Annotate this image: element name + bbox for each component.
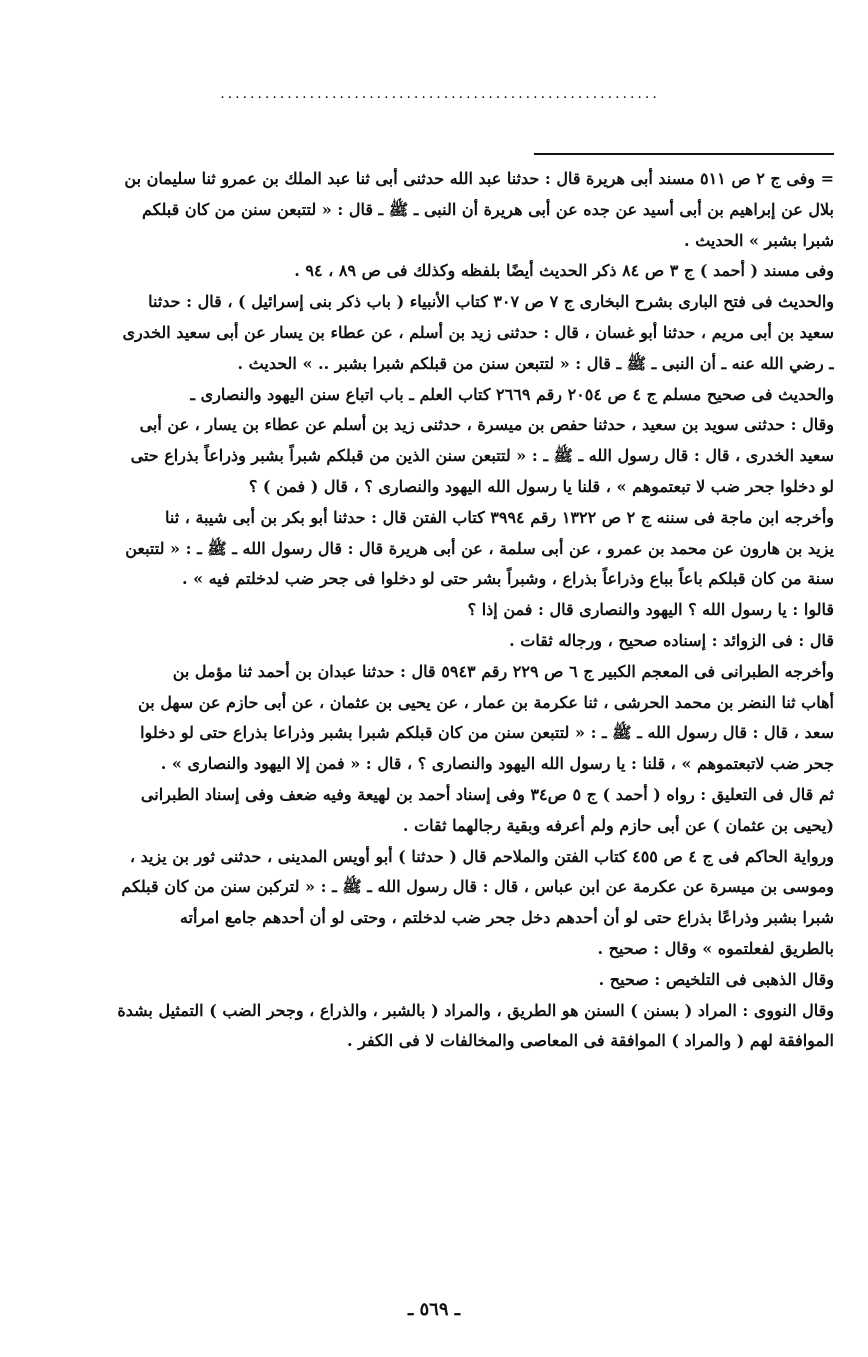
text-line: وأخرجه الطبرانى فى المعجم الكبير ج ٦ ص ٢٢٩ رقم ٥٩٤٣ قال : حدثنا عبدان بن أحمد ثنا مؤمل بن xyxy=(172,661,834,681)
text-line: بالطريق لفعلتموه » وقال : صحيح . xyxy=(597,938,834,958)
text-line: ورواية الحاكم فى ج ٤ ص ٤٥٥ كتاب الفتن والملاحم قال ( حدثنا ) أبو أويس المدينى ، حدثنى ثور بن يزيد ، xyxy=(129,846,834,866)
page-number: ـ ٥٦٩ ـ xyxy=(407,1299,461,1320)
text-line: ثم قال فى التعليق : رواه ( أحمد ) ج ٥ ص٣٤ وفى إسناد أحمد بن لهيعة وفيه ضعف وفى إسناد الطبرانى xyxy=(140,784,834,804)
text-line: وقال الذهبى فى التلخيص : صحيح . xyxy=(598,969,834,989)
text-line: أهاب ثنا النضر بن محمد الحرشى ، ثنا عكرمة بن عمار ، عن يحيى بن عثمان ، عن أبى حازم عن سهل بن xyxy=(138,692,834,712)
text-line: وموسى بن ميسرة عن عكرمة عن ابن عباس ، قال : قال رسول الله ـ ﷺ ـ : « لتركبن سنن من كان قبلكم xyxy=(121,877,834,897)
text-line: والحديث فى صحيح مسلم ج ٤ ص ٢٠٥٤ رقم ٢٦٦٩ كتاب العلم ـ باب اتباع سنن اليهود والنصارى ـ xyxy=(190,384,834,404)
text-line: والحديث فى فتح البارى بشرح البخارى ج ٧ ص ٣٠٧ كتاب الأنبياء ( باب ذكر بنى إسرائيل ) ، قال : حدثنا xyxy=(148,292,834,312)
text-line: سنة من كان قبلكم باعاً بباع وذراعاً بذراع ، وشبراً بشر حتى لو دخلوا فى جحر ضب لدخلتم فيه » . xyxy=(182,569,834,589)
text-line: ـ رضي الله عنه ـ أن النبى ـ ﷺ ـ قال : « لتتبعن سنن من قبلكم شبرا بشبر .. » الحديث . xyxy=(237,353,834,373)
text-line: شبرا بشبر وذراعًا بذراع حتى لو أن أحدهم دخل جحر ضب لدخلتم ، وحتى لو أن أحدهم جامع امرأته xyxy=(179,908,834,928)
text-line: يزيد بن هارون عن محمد بن عمرو ، عن أبى سلمة ، عن أبى هريرة قال : قال رسول الله ـ ﷺ ـ : « لتتبعن xyxy=(125,538,834,558)
text-line: لو دخلوا جحر ضب لا تبعتموهم » ، قلنا يا رسول الله اليهود والنصارى ؟ ، قال ( فمن ) ؟ xyxy=(248,476,834,496)
text-line: وفى مسند ( أحمد ) ج ٣ ص ٨٤ ذكر الحديث أيضًا بلفظه وكذلك فى ص ٨٩ ، ٩٤ . xyxy=(294,261,834,281)
text-line: (يحيى بن عثمان ) عن أبى حازم ولم أعرفه وبقية رجالهما ثقات . xyxy=(402,815,834,835)
text-line: بلال عن إبراهيم بن أبى أسيد عن جده عن أبى هريرة أن النبى ـ ﷺ ـ قال : « لتتبعن سنن من كان قبلكم xyxy=(142,199,834,219)
text-line: شبرا بشبر » الحديث . xyxy=(684,230,834,250)
text-line: سعيد الخدرى ، قال : قال رسول الله ـ ﷺ ـ : « لتتبعن سنن الذين من قبلكم شبراً بشبر وذراعاً بذراع حتى xyxy=(130,446,834,466)
text-line: وأخرجه ابن ماجة فى سننه ج ٢ ص ١٣٢٢ رقم ٣٩٩٤ كتاب الفتن قال : حدثنا أبو بكر بن أبى شيبة ، ثنا xyxy=(165,507,834,527)
text-line: = وفى ج ٢ ص ٥١١ مسند أبى هريرة قال : حدثنا عبد الله حدثنى أبى ثنا عبد الملك بن عمرو ثنا سليمان بن xyxy=(124,169,834,188)
text-line: جحر ضب لاتبعتموهم » ، قلنا : يا رسول الله اليهود والنصارى ؟ ، قال : « فمن إلا اليهود والنصارى » . xyxy=(160,754,834,774)
text-line: وقال النووى : المراد ( بسنن ) السنن هو الطريق ، والمراد ( بالشبر ، والذراع ، وجحر الضب ) التمثيل بشدة xyxy=(117,1000,834,1020)
text-line: سعيد بن أبى مريم ، حدثنا أبو غسان ، قال : حدثنى زيد بن أسلم ، عن عطاء بن يسار عن أبى سعيد الخدرى xyxy=(122,322,834,342)
text-line: الموافقة لهم ( والمراد ) الموافقة فى المعاصى والمخالفات لا فى الكفر . xyxy=(346,1031,834,1051)
footnote-text xyxy=(68,164,834,1057)
text-line: قالوا : يا رسول الله ؟ اليهود والنصارى قال : فمن إذا ؟ xyxy=(467,600,834,620)
text-line: وقال : حدثنى سويد بن سعيد ، حدثنا حفص بن ميسرة ، حدثنى زيد بن أسلم عن عطاء بن يسار ، عن أبى xyxy=(139,415,834,435)
text-line: قال : فى الزوائد : إسناده صحيح ، ورجاله ثقات . xyxy=(509,630,834,650)
text-line: سعد ، قال : قال رسول الله ـ ﷺ ـ : « لتتبعن سنن من كان قبلكم شبرا بشبر وذراعا بذراع حتى لو دخلوا xyxy=(140,723,834,743)
footnote-separator xyxy=(534,153,834,155)
header-dotted-line: ........................................................... xyxy=(220,88,660,100)
